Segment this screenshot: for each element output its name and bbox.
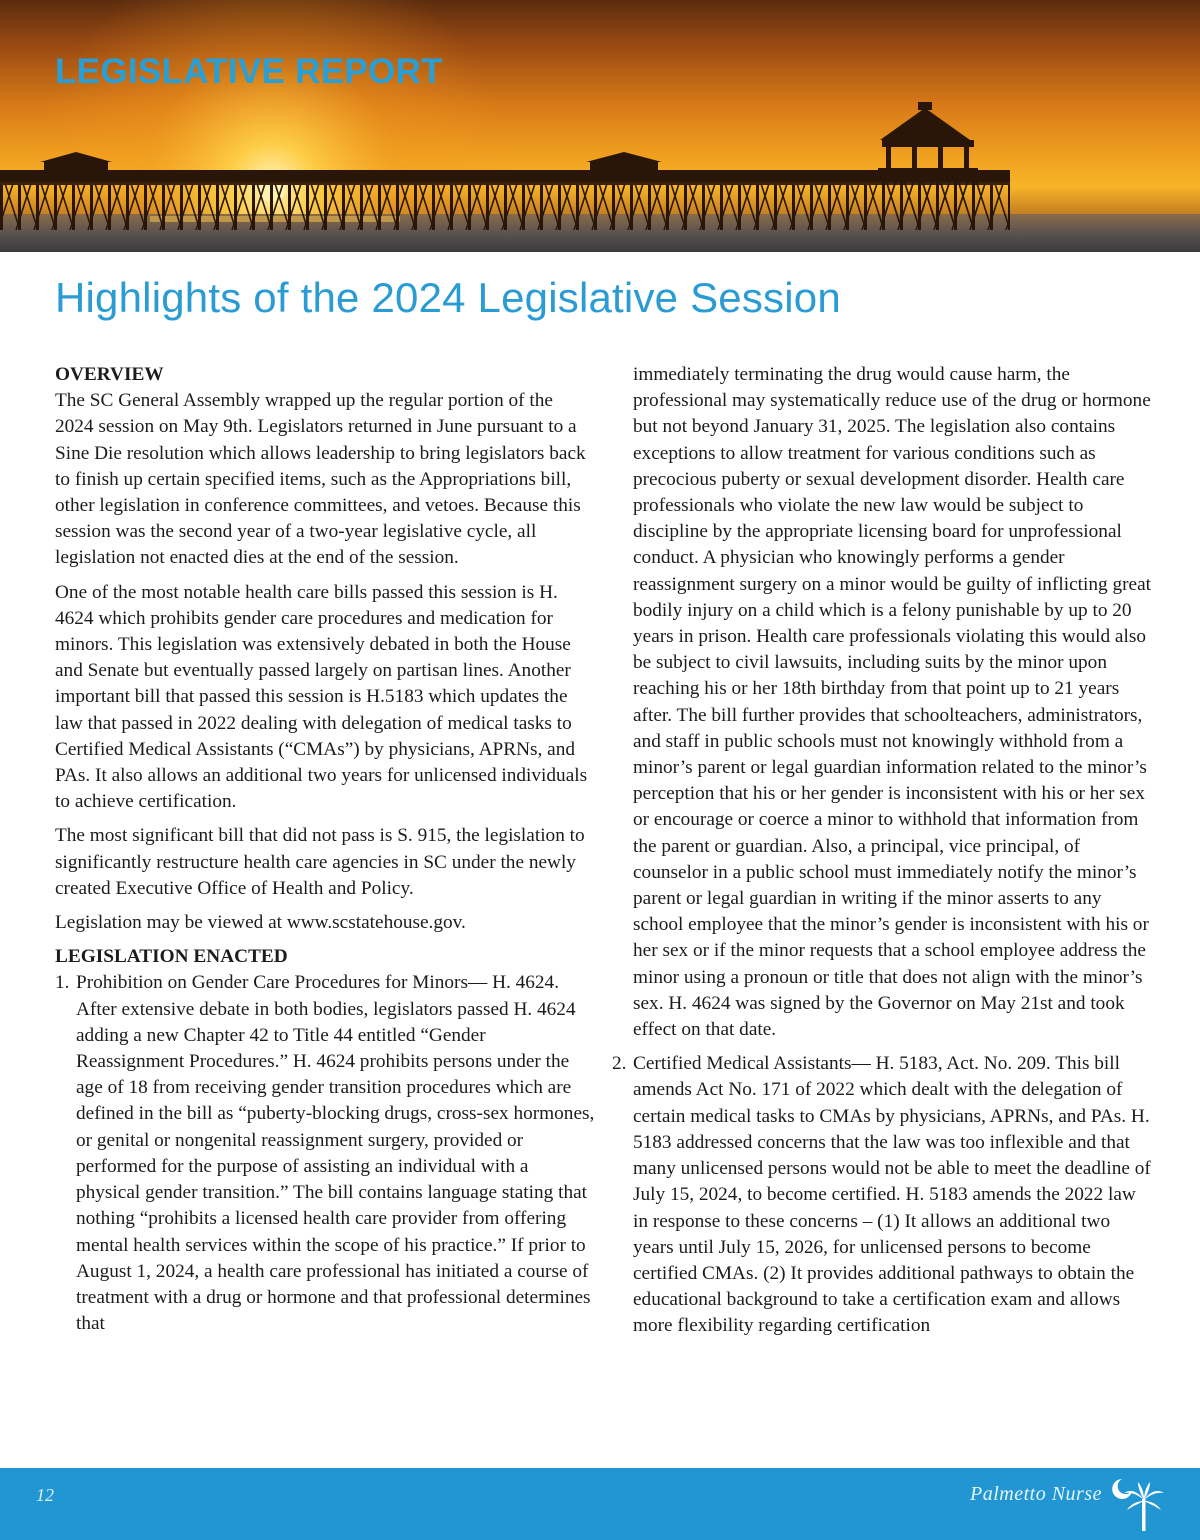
overview-paragraph: One of the most notable health care bills passed this session is H. 4624 which prohibits gender care procedures and medication for minors. This legislation was extensively debated in both the House and Senate but eventually passed largely on partisan lines. Another important bill that passed this session is H.5183 which updates the law that passed in 2022 dealing with delegation of medical tasks to Certified Medical Assistants (“CMAs”) by physicians, APRNs, and PAs. It also allows an additional two years for unlicensed individuals to achieve certification.	[55, 581, 588, 813]
page-title: Highlights of the 2024 Legislative Session	[55, 274, 841, 321]
publication-name: Palmetto Nurse	[970, 1483, 1102, 1505]
pier-sunset-illustration	[0, 0, 1200, 252]
footer-bar	[0, 1468, 1200, 1540]
overview-paragraph: The most significant bill that did not pass is S. 915, the legislation to significantly restructure health care agencies in SC under the newly created Executive Office of Health and Policy.	[55, 825, 585, 899]
enacted-heading: LEGISLATION ENACTED	[55, 946, 288, 968]
list-item	[55, 970, 595, 1337]
list-item-text: Certified Medical Assistants— H. 5183, Act. No. 209. This bill amends Act No. 171 of 2022 which dealt with the delegation of certain medical tasks to CMAs by physicians, APRNs, and PAs. H. 5183 addressed concerns that the law was too inflexible and that many unlicensed persons would not be able to meet the deadline of July 15, 2024, to become certified. H. 5183 amends the 2022 law in response to these concerns – (1) It allows an additional two years until July 15, 2026, for unlicensed persons to become certified CMAs. (2) It provides additional pathways to obtain the educational background to take a certification exam and allows more flexibility regarding certification	[633, 1053, 1151, 1337]
overview-paragraph: Legislation may be viewed at www.scstatehouse.gov.	[55, 912, 466, 934]
list-item-continuation: immediately terminating the drug would cause harm, the professional may systematically reduce use of the drug or hormone but not beyond January 31, 2025. The legislation also contains exceptions to allow treatment for various conditions such as precocious puberty or sexual development disorder. Health care professionals who violate the new law would be subject to discipline by the appropriate licensing board for unprofessional conduct. A physician who knowingly performs a gender reassignment surgery on a minor would be guilty of inflicting great bodily injury on a child which is a felony punishable by up to 20 years in prison. Health care professionals violating this would also be subject to civil lawsuits, including suits by the minor upon reaching his or her 18th birthday from that point up to 21 years after. The bill further provides that schoolteachers, administrators, and staff in public schools must not knowingly withhold from a minor’s parent or legal guardian information related to the minor’s perception that his or her gender is inconsistent with his or her sex or encourage or coerce a minor to withhold that information from the parent or guardian. Also, a principal, vice principal, of counselor in a public school must immediately notify the minor’s parent or legal guardian in writing if the minor asserts to any school employee that the minor’s gender is inconsistent with his or her sex or if the minor requests that a school employee address the minor using a pronoun or title that does not align with the minor’s sex. H. 4624 was signed by the Governor on May 21st and took effect on that date.	[633, 364, 1151, 1041]
left-column	[55, 362, 595, 1345]
header-banner	[0, 0, 1200, 252]
list-item-text: Prohibition on Gender Care Procedures for Minors— H. 4624. After extensive debate in both bodies, legislators passed H. 4624 adding a new Chapter 42 to Title 44 entitled “Gender Reassignment Procedures.” H. 4624 prohibits persons under the age of 18 from receiving gender transition procedures which are defined in the bill as “puberty-blocking drugs, cross-sex hormones, or genital or nongenital reassignment surgery, provided or performed for the purpose of assisting an individual with a physical gender transition.” The bill contains language stating that nothing “prohibits a licensed health care provider from offering mental health services within the scope of his practice.” If prior to August 1, 2024, a health care professional has initiated a course of treatment with a drug or hormone and that professional determines that	[76, 972, 595, 1335]
right-column	[612, 362, 1152, 1348]
list-item-number: 1.	[55, 972, 70, 994]
page-number: 12	[36, 1485, 54, 1505]
overview-paragraph: The SC General Assembly wrapped up the regular portion of the 2024 session on May 9th. Legislators returned in June pursuant to a Sine Die resolution which allows leadership to bring legislators back to finish up certain specified items, such as the Appropriations bill, other legislation in conference committees, and vetoes. Because this session was the second year of a two-year legislative cycle, all legislation not enacted dies at the end of the session.	[55, 390, 586, 569]
overview-heading: OVERVIEW	[55, 364, 164, 385]
section-label: LEGISLATIVE REPORT	[55, 52, 443, 91]
list-item-number: 2.	[612, 1053, 627, 1075]
palmetto-tree-crescent-icon	[1108, 1473, 1170, 1535]
list-item	[612, 1051, 1152, 1339]
